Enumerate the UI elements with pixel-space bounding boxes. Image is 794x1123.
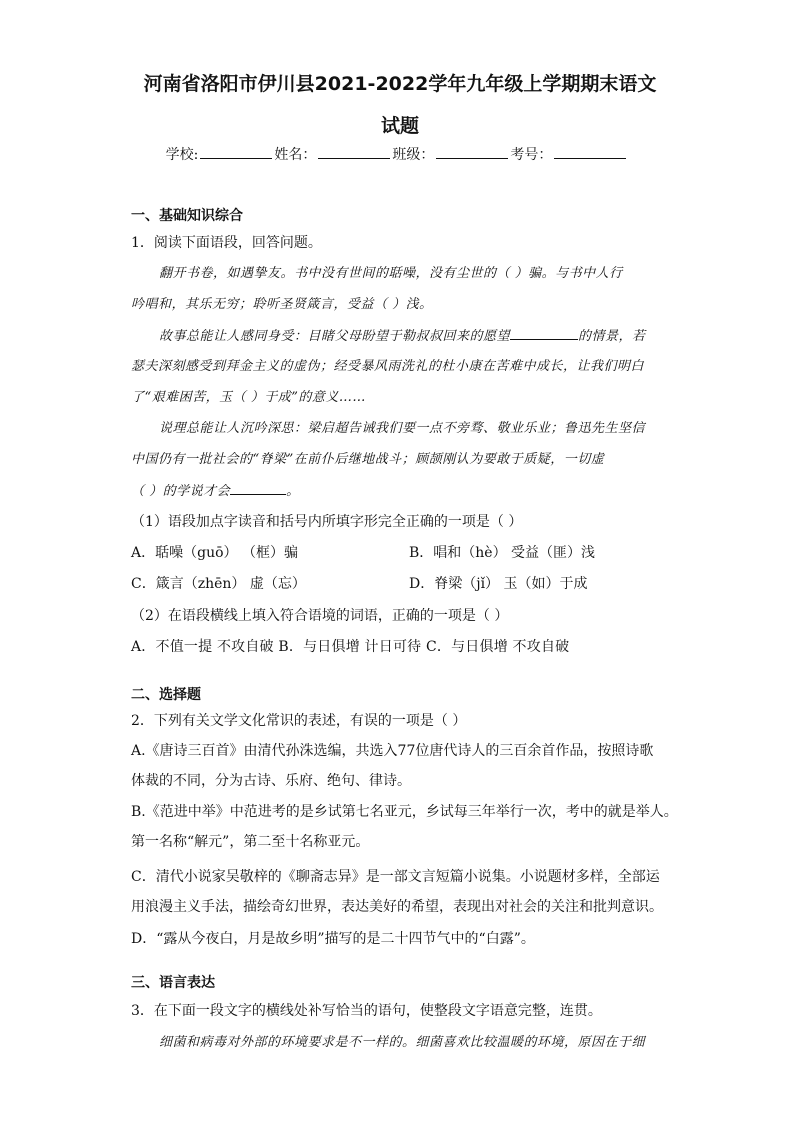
doc-title-line2: 试题 <box>380 115 419 137</box>
option-1b: B．唱和（hè） 受益（匪）浅 <box>409 545 596 561</box>
q3-passage-line1: 细菌和病毒对外部的环境要求是不一样的。细菌喜欢比较温暖的环境，原因在于细 <box>159 1035 646 1050</box>
student-info-line <box>0 144 794 164</box>
q2-option-d: D．“露从今夜白，月是故乡明”描写的是二十四节气中的“白露”。 <box>131 931 535 947</box>
school-label: 学校: <box>165 147 199 163</box>
doc-title-line1: 河南省洛阳市伊川县2021-2022学年九年级上学期期末语文 <box>143 73 657 95</box>
option-1c: C．箴言（zhēn） 虚（忘） <box>131 576 306 592</box>
class-label: 班级： <box>392 147 435 163</box>
q2-option-c-line2: 用浪漫主义手法，描绘奇幻世界，表达美好的希望，表现出对社会的关注和批判意识。 <box>131 899 663 915</box>
passage-blank-2 <box>230 481 286 495</box>
passage-p3-line3 <box>131 481 671 502</box>
passage-p2-line3: 了“艰难困苦，玉（ ）于成”的意义…… <box>131 390 366 405</box>
passage-p1-line1: 翻开书卷，如遇挚友。书中没有世间的聒噪，没有尘世的（ ）骗。与书中人行 <box>159 266 623 281</box>
q2-option-b-line1: B.《范进中举》中范进考的是乡试第七名亚元，乡试每三年举行一次，考中的就是举人。 <box>131 804 678 820</box>
passage-p3-line1: 说理总能让人沉吟深思：梁启超告诫我们要一点不旁骛、敬业乐业；鲁迅先生坚信 <box>159 421 646 436</box>
option-2-row: A．不值一提 不攻自破 B．与日俱增 计日可待 C．与日俱增 不攻自破 <box>131 639 570 655</box>
passage-p2-line1 <box>131 326 699 347</box>
sub-question-2: （2）在语段横线上填入符合语境的词语，正确的一项是（ ） <box>131 608 509 624</box>
exam-no-label: 考号： <box>510 147 553 163</box>
sub-question-1: （1）语段加点字读音和括号内所填字形完全正确的一项是（ ） <box>131 514 523 530</box>
passage-p2-line2: 瑟夫深刻感受到拜金主义的虚伪；经受暴风雨洗礼的杜小康在苦难中成长，让我们明白 <box>131 359 645 374</box>
passage-blank-1 <box>510 326 578 340</box>
question-1-stem: 1．阅读下面语段，回答问题。 <box>131 235 322 251</box>
passage-p1-line2: 吟唱和，其乐无穷；聆听圣贤箴言，受益（ ）浅。 <box>131 297 433 312</box>
school-blank[interactable] <box>200 144 272 159</box>
passage-p3-text-b: 。 <box>286 484 300 499</box>
passage-p2-text-a: 故事总能让人感同身受：目睹父母盼望于勒叔叔回来的愿望 <box>159 329 511 344</box>
section-heading-3: 三、语言表达 <box>131 975 215 991</box>
option-1d: D．脊梁（jǐ） 玉（如）于成 <box>409 576 588 592</box>
q2-option-c-line1: C．清代小说家吴敬梓的《聊斋志异》是一部文言短篇小说集。小说题材多样，全部运 <box>131 869 660 885</box>
option-1a: A．聒噪（guō） （框）骗 <box>131 545 298 561</box>
name-label: 姓名： <box>274 147 317 163</box>
q2-option-a-line2: 体裁的不同，分为古诗、乐府、绝句、律诗。 <box>131 773 411 789</box>
passage-p2-text-b: 的情景，若 <box>578 329 646 344</box>
name-blank[interactable] <box>318 144 390 159</box>
passage-p3-text-a: （ ）的学说才会 <box>131 484 231 499</box>
q2-option-a-line1: A.《唐诗三百首》由清代孙洙选编，共选入77位唐代诗人的三百余首作品，按照诗歌 <box>131 743 654 759</box>
q2-option-b-line2: 第一名称“解元”，第二至十名称亚元。 <box>131 834 370 850</box>
class-blank[interactable] <box>436 144 508 159</box>
passage-p3-line2: 中国仍有一批社会的“脊梁”在前仆后继地战斗；顾颉刚认为要敢于质疑，一切虚 <box>131 452 605 467</box>
question-2-stem: 2．下列有关文学文化常识的表述，有误的一项是（ ） <box>131 713 467 729</box>
exam-no-blank[interactable] <box>554 144 626 159</box>
section-heading-1: 一、基础知识综合 <box>131 208 243 224</box>
section-heading-2: 二、选择题 <box>131 687 201 703</box>
question-3-stem: 3．在下面一段文字的横线处补写恰当的语句，使整段文字语意完整，连贯。 <box>131 1003 602 1019</box>
